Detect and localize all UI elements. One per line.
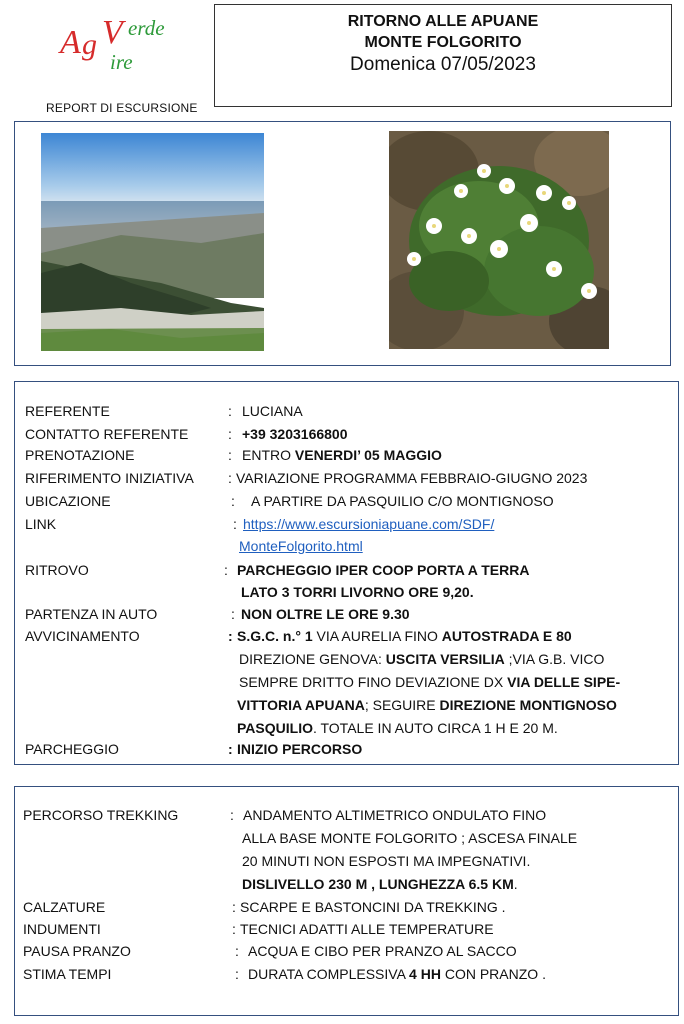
colon-riferimento: : [228, 470, 232, 486]
value-contatto: +39 3203166800 [242, 426, 348, 442]
avv-seguire: ; SEGUIRE [364, 697, 440, 713]
avv-sgc: S.G.C. n.° 1 [237, 628, 313, 644]
trek-box [14, 786, 679, 1016]
colon-ritrovo: : [224, 562, 228, 578]
value-prenotazione [242, 447, 442, 463]
link-url-line-1[interactable]: https://www.escursioniapuane.com/SDF/ [243, 516, 495, 532]
label-contatto: CONTATTO REFERENTE [25, 426, 189, 442]
label-referente: REFERENTE [25, 403, 110, 419]
logo-letter-v: V [102, 14, 123, 51]
label-stima: STIMA TEMPI [23, 966, 112, 982]
label-prenotazione: PRENOTAZIONE [25, 447, 135, 463]
avv-direzione: DIREZIONE GENOVA: [239, 651, 386, 667]
value-referente: LUCIANA [242, 403, 303, 419]
avv-totale: . TOTALE IN AUTO CIRCA 1 H E 20 M. [312, 720, 558, 736]
avv-uscita: USCITA VERSILIA [385, 651, 505, 667]
avv-pasquilio: PASQUILIO [237, 720, 313, 736]
label-partenza: PARTENZA IN AUTO [25, 606, 158, 622]
stima-prefix: DURATA COMPLESSIVA [248, 966, 410, 982]
value-avvicinamento-line-3 [239, 674, 620, 690]
colon-pausa: : [235, 943, 239, 959]
avv-aurelia: VIA AURELIA FINO [312, 628, 442, 644]
label-percorso: PERCORSO TREKKING [23, 807, 179, 823]
colon-percorso: : [230, 807, 234, 823]
colon-ubicazione: : [231, 493, 235, 509]
colon-partenza: : [231, 606, 235, 622]
value-percorso-line-4 [242, 876, 518, 892]
label-indumenti: INDUMENTI [23, 921, 101, 937]
value-percorso-line-1: ANDAMENTO ALTIMETRICO ONDULATO FINO [243, 807, 547, 823]
value-riferimento: VARIAZIONE PROGRAMMA FEBBRAIO-GIUGNO 2023 [236, 470, 588, 486]
logo-word-ire: ire [110, 50, 133, 74]
colon-referente: : [228, 403, 232, 419]
avv-montignoso: DIREZIONE MONTIGNOSO [439, 697, 617, 713]
avv-autostrada: AUTOSTRADA E 80 [441, 628, 572, 644]
info-box [14, 381, 679, 765]
colon-link: : [233, 516, 237, 532]
value-ritrovo-line-2: LATO 3 TORRI LIVORNO ORE 9,20. [241, 584, 474, 600]
label-calzature: CALZATURE [23, 899, 106, 915]
label-ritrovo: RITROVO [25, 562, 89, 578]
value-avvicinamento-line-2 [239, 651, 604, 667]
value-calzature: SCARPE E BASTONCINI DA TREKKING . [240, 899, 506, 915]
prenotazione-prefix: ENTRO [242, 447, 295, 463]
label-avvicinamento: AVVICINAMENTO [25, 628, 140, 644]
value-stima [248, 966, 546, 982]
label-parcheggio: PARCHEGGIO [25, 741, 119, 757]
avv-sipe: VIA DELLE SIPE- [507, 674, 621, 690]
link-url-line-2[interactable]: MonteFolgorito.html [239, 538, 363, 554]
label-riferimento: RIFERIMENTO INIZIATIVA [25, 470, 194, 486]
value-parcheggio: INIZIO PERCORSO [237, 741, 363, 757]
title-box [214, 4, 672, 107]
percorso-dislivello: DISLIVELLO 230 M , LUNGHEZZA 6.5 KM [242, 876, 514, 892]
value-avvicinamento-line-4 [237, 697, 617, 713]
label-pausa: PAUSA PRANZO [23, 943, 131, 959]
value-indumenti: TECNICI ADATTI ALLE TEMPERATURE [240, 921, 494, 937]
colon-indumenti: : [232, 921, 236, 937]
colon-contatto: : [228, 426, 232, 442]
agv-logo [56, 10, 196, 90]
label-link: LINK [25, 516, 57, 532]
avv-vittoria: VITTORIA APUANA [237, 697, 365, 713]
colon-parcheggio: : [228, 741, 233, 757]
flowers-photo [389, 131, 609, 349]
colon-stima: : [235, 966, 239, 982]
label-ubicazione: UBICAZIONE [25, 493, 111, 509]
colon-prenotazione: : [228, 447, 232, 463]
value-avvicinamento-line-5 [237, 720, 558, 736]
value-partenza: NON OLTRE LE ORE 9.30 [241, 606, 410, 622]
value-avvicinamento-line-1 [237, 628, 572, 644]
report-label: REPORT DI ESCURSIONE [46, 101, 198, 115]
logo-letter-a: A [60, 24, 81, 61]
value-ubicazione: A PARTIRE DA PASQUILIO C/O MONTIGNOSO [251, 493, 554, 509]
value-ritrovo-line-1: PARCHEGGIO IPER COOP PORTA A TERRA [237, 562, 530, 578]
title-line-2: MONTE FOLGORITO [364, 34, 522, 51]
value-pausa: ACQUA E CIBO PER PRANZO AL SACCO [248, 943, 517, 959]
colon-calzature: : [232, 899, 236, 915]
percorso-period: . [513, 876, 518, 892]
avv-dritto: SEMPRE DRITTO FINO DEVIAZIONE DX [239, 674, 508, 690]
avv-vico: ;VIA G.B. VICO [504, 651, 605, 667]
logo-letter-g: g [82, 28, 97, 61]
value-percorso-line-3: 20 MINUTI NON ESPOSTI MA IMPEGNATIVI. [242, 853, 531, 869]
stima-suffix: CON PRANZO . [440, 966, 546, 982]
prenotazione-date: VENERDI’ 05 MAGGIO [294, 447, 442, 463]
value-percorso-line-2: ALLA BASE MONTE FOLGORITO ; ASCESA FINALE [242, 830, 578, 846]
stima-hours: 4 HH [409, 966, 441, 982]
photo-box [14, 121, 671, 366]
title-date: Domenica 07/05/2023 [350, 54, 536, 75]
panorama-photo [41, 133, 264, 351]
title-line-1: RITORNO ALLE APUANE [347, 13, 539, 30]
colon-avvicinamento: : [228, 628, 233, 644]
logo-word-erde: erde [128, 16, 165, 40]
